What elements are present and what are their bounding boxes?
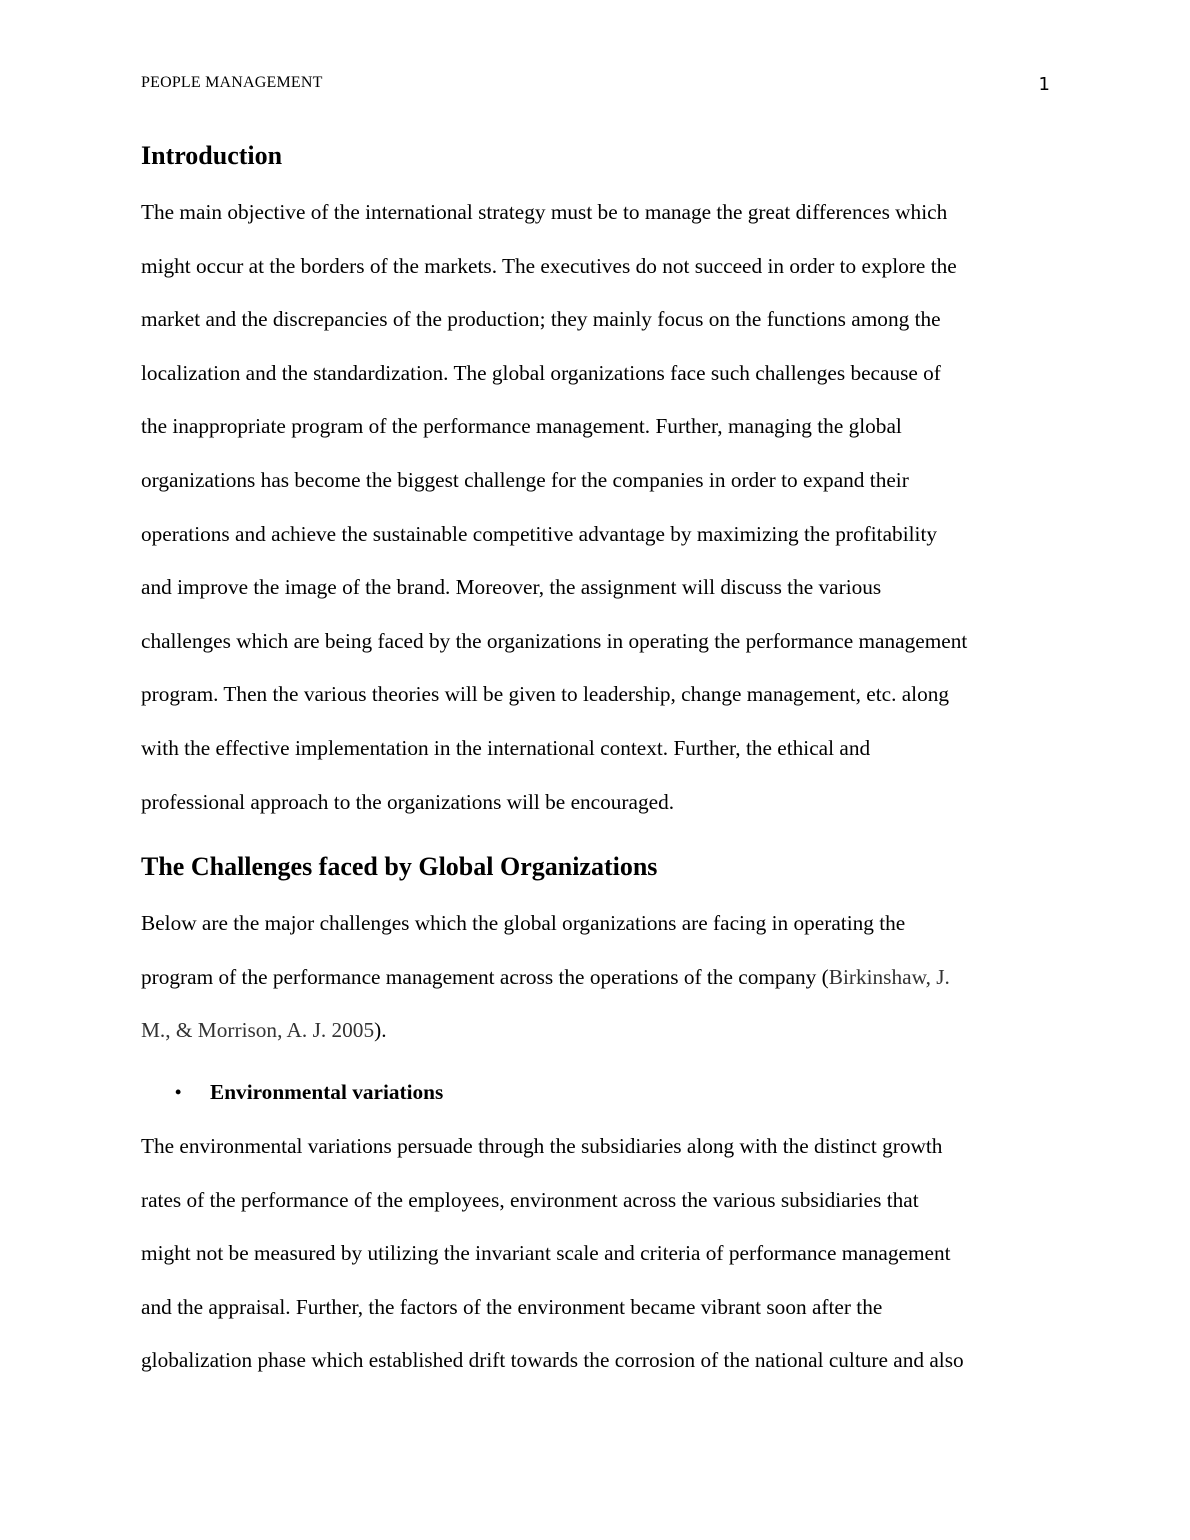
paragraph-line: program. Then the various theories will be given to leadership, change management, etc. along <box>141 682 950 707</box>
paragraph-line: rates of the performance of the employees, environment across the various subsidiaries that <box>141 1187 919 1212</box>
environmental-paragraph <box>141 1120 1051 1388</box>
bullet-item-environmental-variations <box>141 1074 1051 1110</box>
document-body <box>141 138 1051 1388</box>
paragraph-line: The main objective of the international strategy must be to manage the great differences which <box>141 200 948 224</box>
paragraph-text: program of the performance management across the operations of the company ( <box>141 964 829 989</box>
challenges-heading: The Challenges faced by Global Organizations <box>141 852 658 882</box>
paragraph-line: and improve the image of the brand. Moreover, the assignment will discuss the various <box>141 575 882 600</box>
paragraph-text: ). <box>374 1018 387 1043</box>
paragraph-line: Below are the major challenges which the global organizations are facing in operating the <box>141 911 906 936</box>
paragraph-line: globalization phase which established drift towards the corrosion of the national culture and also <box>141 1348 964 1373</box>
page-number: 1 <box>1038 74 1050 95</box>
citation-text: M., & Morrison, A. J. 2005 <box>141 1018 375 1043</box>
challenges-paragraph <box>141 897 1051 1058</box>
paragraph-line: localization and the standardization. The global organizations face such challenges because of <box>141 360 941 385</box>
bullet-heading: Environmental variations <box>210 1079 444 1104</box>
paragraph-line: The environmental variations persuade through the subsidiaries along with the distinct growth <box>141 1133 943 1158</box>
paragraph-line: market and the discrepancies of the production; they mainly focus on the functions among the <box>141 307 941 332</box>
bullet-icon: • <box>175 1081 182 1102</box>
introduction-paragraph <box>141 186 1051 829</box>
paragraph-line <box>141 1004 1051 1058</box>
paragraph-line <box>141 951 1051 1005</box>
citation-text: Birkinshaw, J. <box>828 964 950 989</box>
paragraph-line: professional approach to the organizations will be encouraged. <box>141 789 675 814</box>
paragraph-line: with the effective implementation in the international context. Further, the ethical and <box>141 735 871 760</box>
paragraph-line: operations and achieve the sustainable competitive advantage by maximizing the profitability <box>141 521 938 546</box>
paragraph-line: the inappropriate program of the performance management. Further, managing the global <box>141 414 902 439</box>
paragraph-line: might not be measured by utilizing the invariant scale and criteria of performance management <box>141 1241 951 1266</box>
running-head: PEOPLE MANAGEMENT <box>141 74 323 91</box>
paragraph-line: and the appraisal. Further, the factors of the environment became vibrant soon after the <box>141 1294 883 1319</box>
introduction-heading: Introduction <box>141 141 283 170</box>
paragraph-line: organizations has become the biggest challenge for the companies in order to expand their <box>141 467 909 492</box>
paragraph-line: might occur at the borders of the markets. The executives do not succeed in order to explore the <box>141 253 957 278</box>
paragraph-line: challenges which are being faced by the organizations in operating the performance management <box>141 628 968 653</box>
